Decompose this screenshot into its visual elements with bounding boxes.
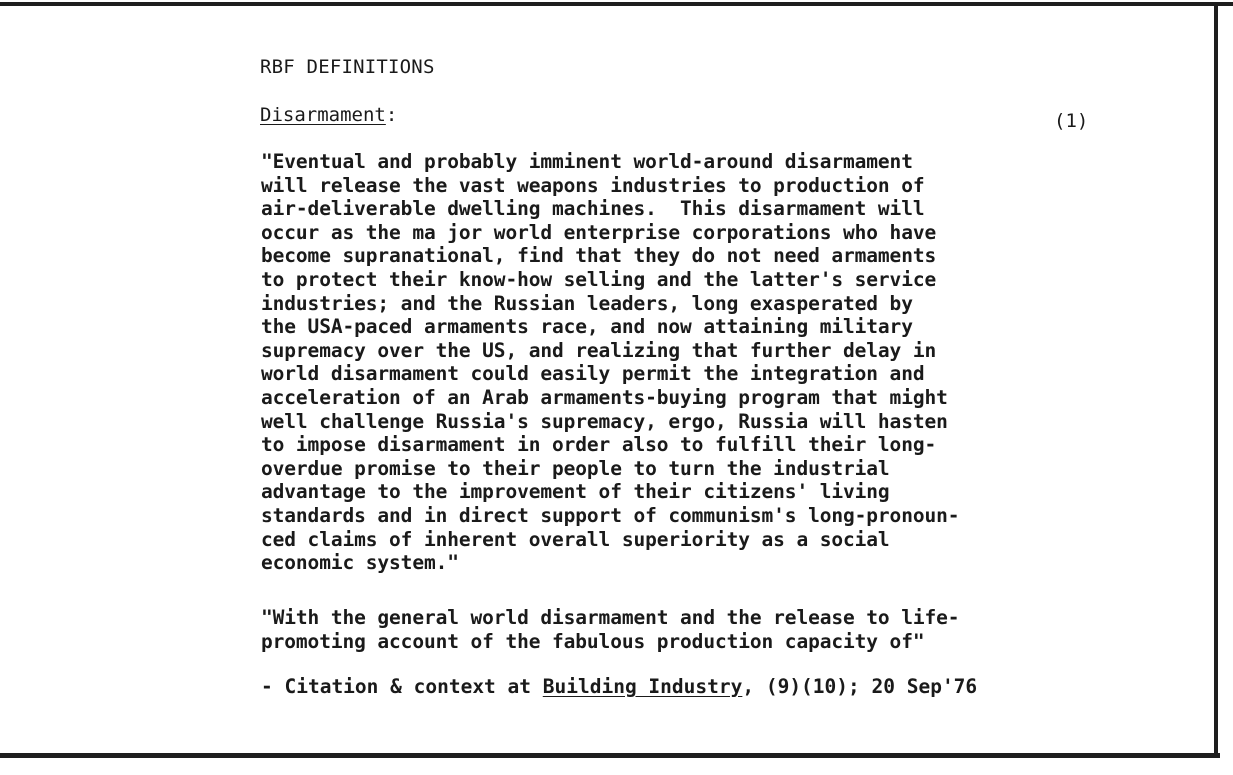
quote-paragraph-1 [261,150,1161,575]
quote-line: world disarmament could easily permit the integration and [261,362,925,386]
quote-line: become supranational, find that they do not need armaments [261,244,937,268]
card-number: (1) [1054,110,1089,132]
quote-line: will release the vast weapons industries to production of [261,173,925,197]
citation-suffix: , (9)(10); 20 Sep'76 [742,675,978,698]
citation-link: Building Industry [542,675,743,698]
quote-line: "Eventual and probably imminent world-around disarmament [261,150,913,173]
quote-line: ced claims of inherent overall superiority as a social [261,527,890,551]
quote-line: the USA-paced armaments race, and now attaining military [261,315,913,339]
top-border [0,2,1233,6]
quote-line: air-deliverable dwelling machines. This disarmament will [261,197,925,221]
quote-line: standards and in direct support of communism's long-pronoun- [261,503,960,527]
bottom-border [0,753,1220,758]
quote-line: promoting account of the fabulous production capacity of" [261,629,925,653]
right-border [1214,2,1218,758]
quote-line: to impose disarmament in order also to fulfill their long- [261,433,937,457]
citation-prefix: - Citation & context at [261,675,543,698]
citation-line [261,675,977,698]
card-heading: RBF DEFINITIONS [260,56,435,78]
quote-paragraph-2 [261,606,1161,653]
quote-line: "With the general world disarmament and the release to life- [261,606,960,629]
term-colon: : [385,104,398,126]
quote-line: economic system." [261,551,459,575]
quote-line: well challenge Russia's supremacy, ergo, Russia will hasten [261,409,948,433]
quote-line: supremacy over the US, and realizing that further delay in [261,338,937,362]
term-title [260,104,397,126]
quote-line: industries; and the Russian leaders, long exasperated by [261,291,913,315]
quote-line: advantage to the improvement of their citizens' living [261,480,890,504]
quote-line: occur as the ma jor world enterprise corporations who have [261,220,937,244]
quote-line: overdue promise to their people to turn the industrial [261,456,890,480]
term-label: Disarmament [260,104,386,126]
quote-line: to protect their know-how selling and the latter's service [261,267,937,291]
quote-line: acceleration of an Arab armaments-buying program that might [261,385,948,409]
